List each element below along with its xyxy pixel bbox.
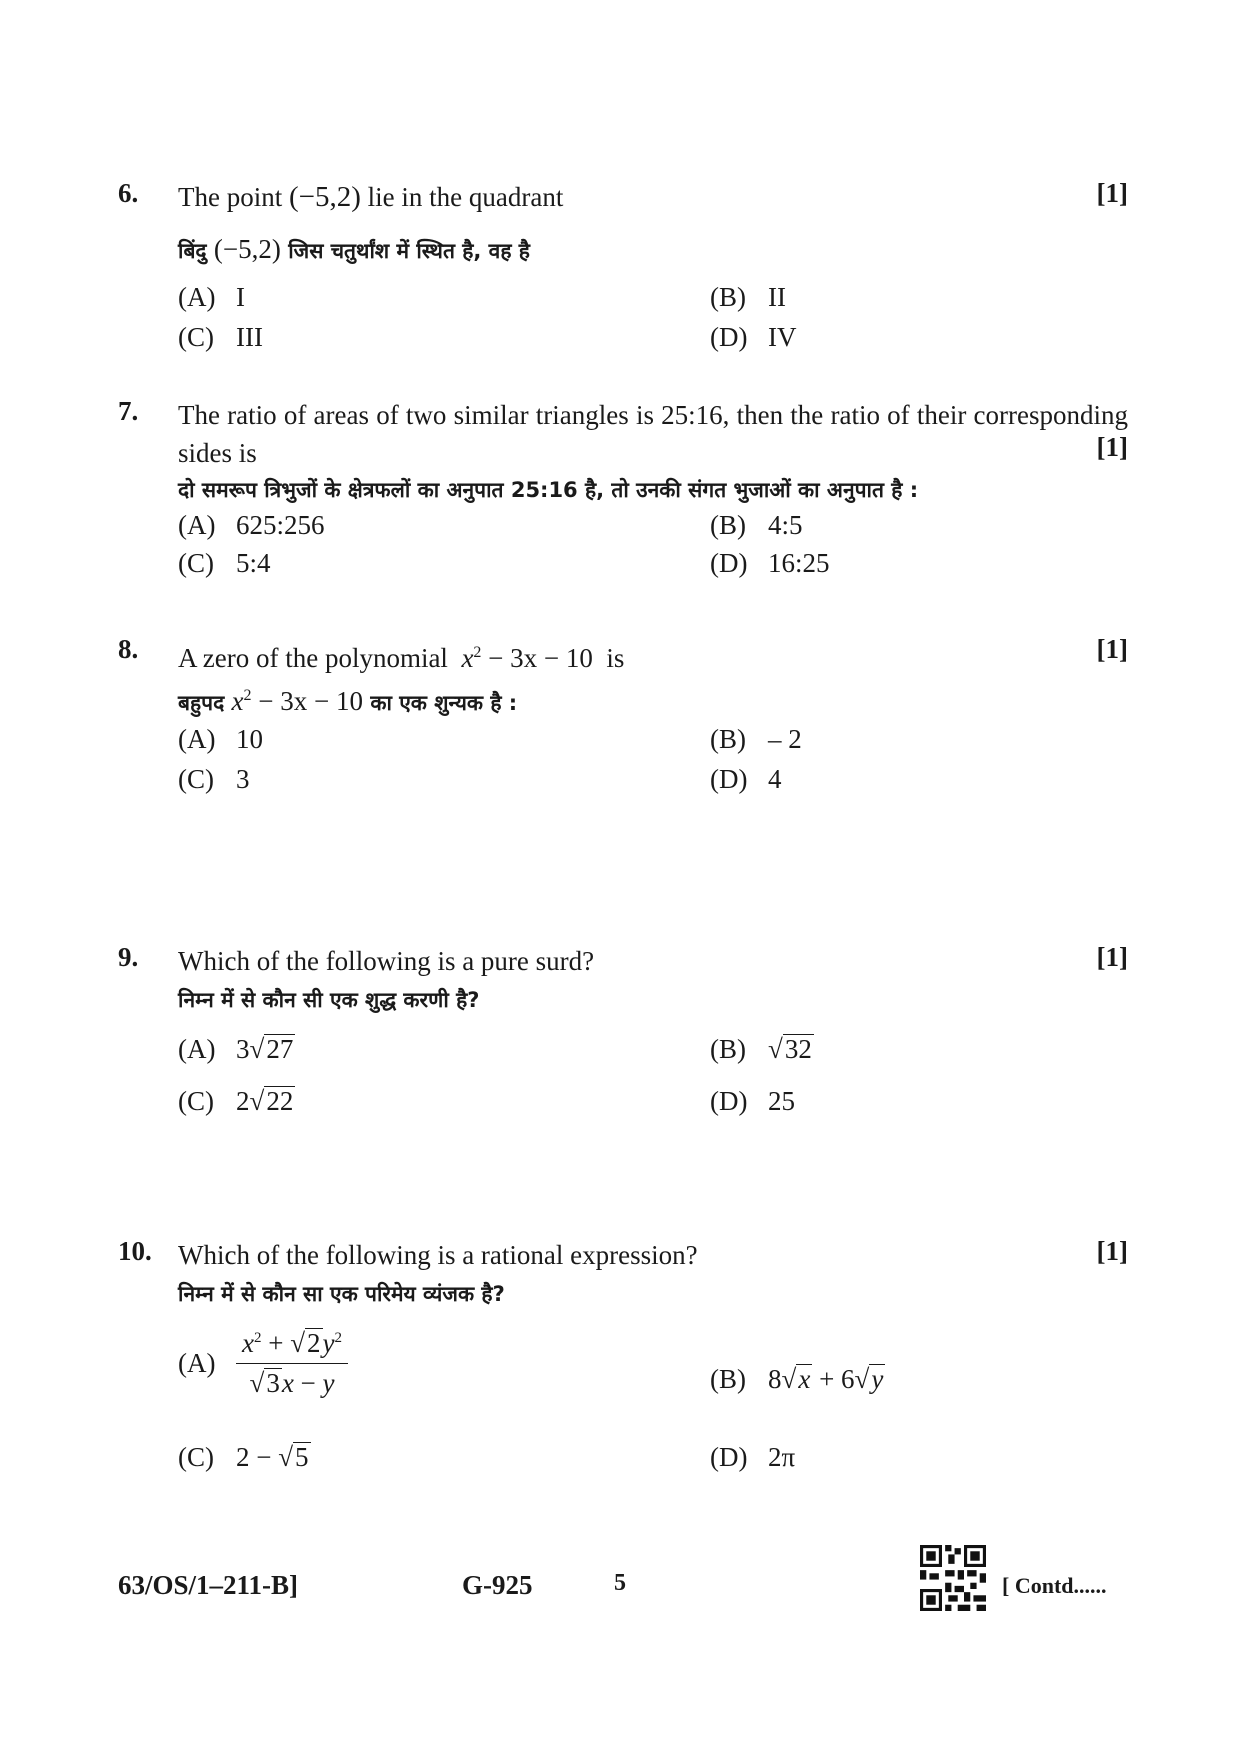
question-number: 7. [118, 396, 139, 426]
option-b[interactable]: (B) 8√x + 6√y [710, 1364, 884, 1394]
question-text-hindi: निम्न में से कौन सी एक शुद्ध करणी है? [178, 988, 480, 1012]
option-d[interactable]: (D) 16:25 [710, 548, 830, 578]
question-text-hindi: दो समरूप त्रिभुजों के क्षेत्रफलों का अनुपात 25:16 है, तो उनकी संगत भुजाओं का अनुपात है : [178, 478, 919, 502]
marks: [1] [1096, 1236, 1128, 1266]
question-text: The ratio of areas of two similar triangles is 25:16, then the ratio of their corresponding sides is [178, 400, 1128, 468]
option-c[interactable]: (C) 5:4 [178, 548, 271, 578]
option-b[interactable]: (B) 4:5 [710, 510, 803, 540]
marks: [1] [1096, 178, 1128, 208]
option-b[interactable]: (B) – 2 [710, 724, 802, 754]
page-number: 5 [614, 1570, 626, 1596]
option-d[interactable]: (D) IV [710, 322, 797, 352]
question-number: 10. [118, 1236, 152, 1266]
surd-coefficient: 3 [236, 1034, 250, 1064]
question-text-hindi: बिंदु (−5,2) जिस चतुर्थांश में स्थित है, वह है [178, 234, 530, 264]
sqrt-icon: √ [249, 1086, 265, 1116]
question-text: Which of the following is a pure surd? [178, 946, 595, 976]
surd-radicand: 22 [266, 1086, 294, 1116]
sqrt-icon: √ [249, 1034, 265, 1064]
question-text-hindi: निम्न में से कौन सा एक परिमेय व्यंजक है? [178, 1282, 505, 1306]
question-text: The point (−5,2) lie in the quadrant [178, 181, 564, 213]
question-text: A zero of the polynomial $x^2 - 3x - 10$ is [178, 643, 625, 673]
option-c[interactable]: (C) III [178, 322, 263, 352]
option-b[interactable]: (B) √32 [710, 1034, 812, 1064]
paper-code: 63/OS/1–211-B] [118, 1570, 299, 1600]
option-a[interactable]: (A) I [178, 282, 245, 312]
option-a[interactable]: (A) 3√27 [178, 1034, 294, 1064]
continued-label: [ Contd...... [1002, 1573, 1107, 1598]
option-d[interactable]: (D) 4 [710, 764, 782, 794]
marks: [1] [1096, 634, 1128, 664]
series-code: G-925 [462, 1570, 533, 1600]
sqrt-icon: √ [768, 1034, 783, 1064]
option-a[interactable]: (A) 10 [178, 724, 263, 754]
question-number: 9. [118, 942, 139, 972]
question-number: 6. [118, 178, 139, 208]
surd-radicand: 32 [784, 1034, 812, 1064]
option-c[interactable]: (C) 2 − √5 [178, 1442, 309, 1472]
option-b[interactable]: (B) II [710, 282, 786, 312]
question-text-hindi: बहुपद $x^2 - 3x - 10$ का एक शुन्यक है : [178, 686, 518, 716]
marks: [1] [1096, 942, 1128, 972]
option-d[interactable]: (D) 25 [710, 1086, 795, 1116]
question-text: Which of the following is a rational expression? [178, 1240, 698, 1270]
option-a[interactable]: (A) $\frac{x^2 + √2y^2}{√3x - y}$ [178, 1328, 348, 1399]
option-a[interactable]: (A) 625:256 [178, 510, 325, 540]
question-number: 8. [118, 634, 139, 664]
surd-radicand: 27 [266, 1034, 294, 1064]
surd-coefficient: 2 [236, 1086, 250, 1116]
rational-fraction: $\frac{x^2 + √2y^2}{√3x - y}$ [236, 1328, 348, 1399]
marks: [1] [1096, 432, 1128, 462]
qr-code-icon [920, 1545, 986, 1611]
option-c[interactable]: (C) 2√22 [178, 1086, 294, 1116]
option-d[interactable]: (D) 2π [710, 1442, 796, 1472]
option-c[interactable]: (C) 3 [178, 764, 250, 794]
